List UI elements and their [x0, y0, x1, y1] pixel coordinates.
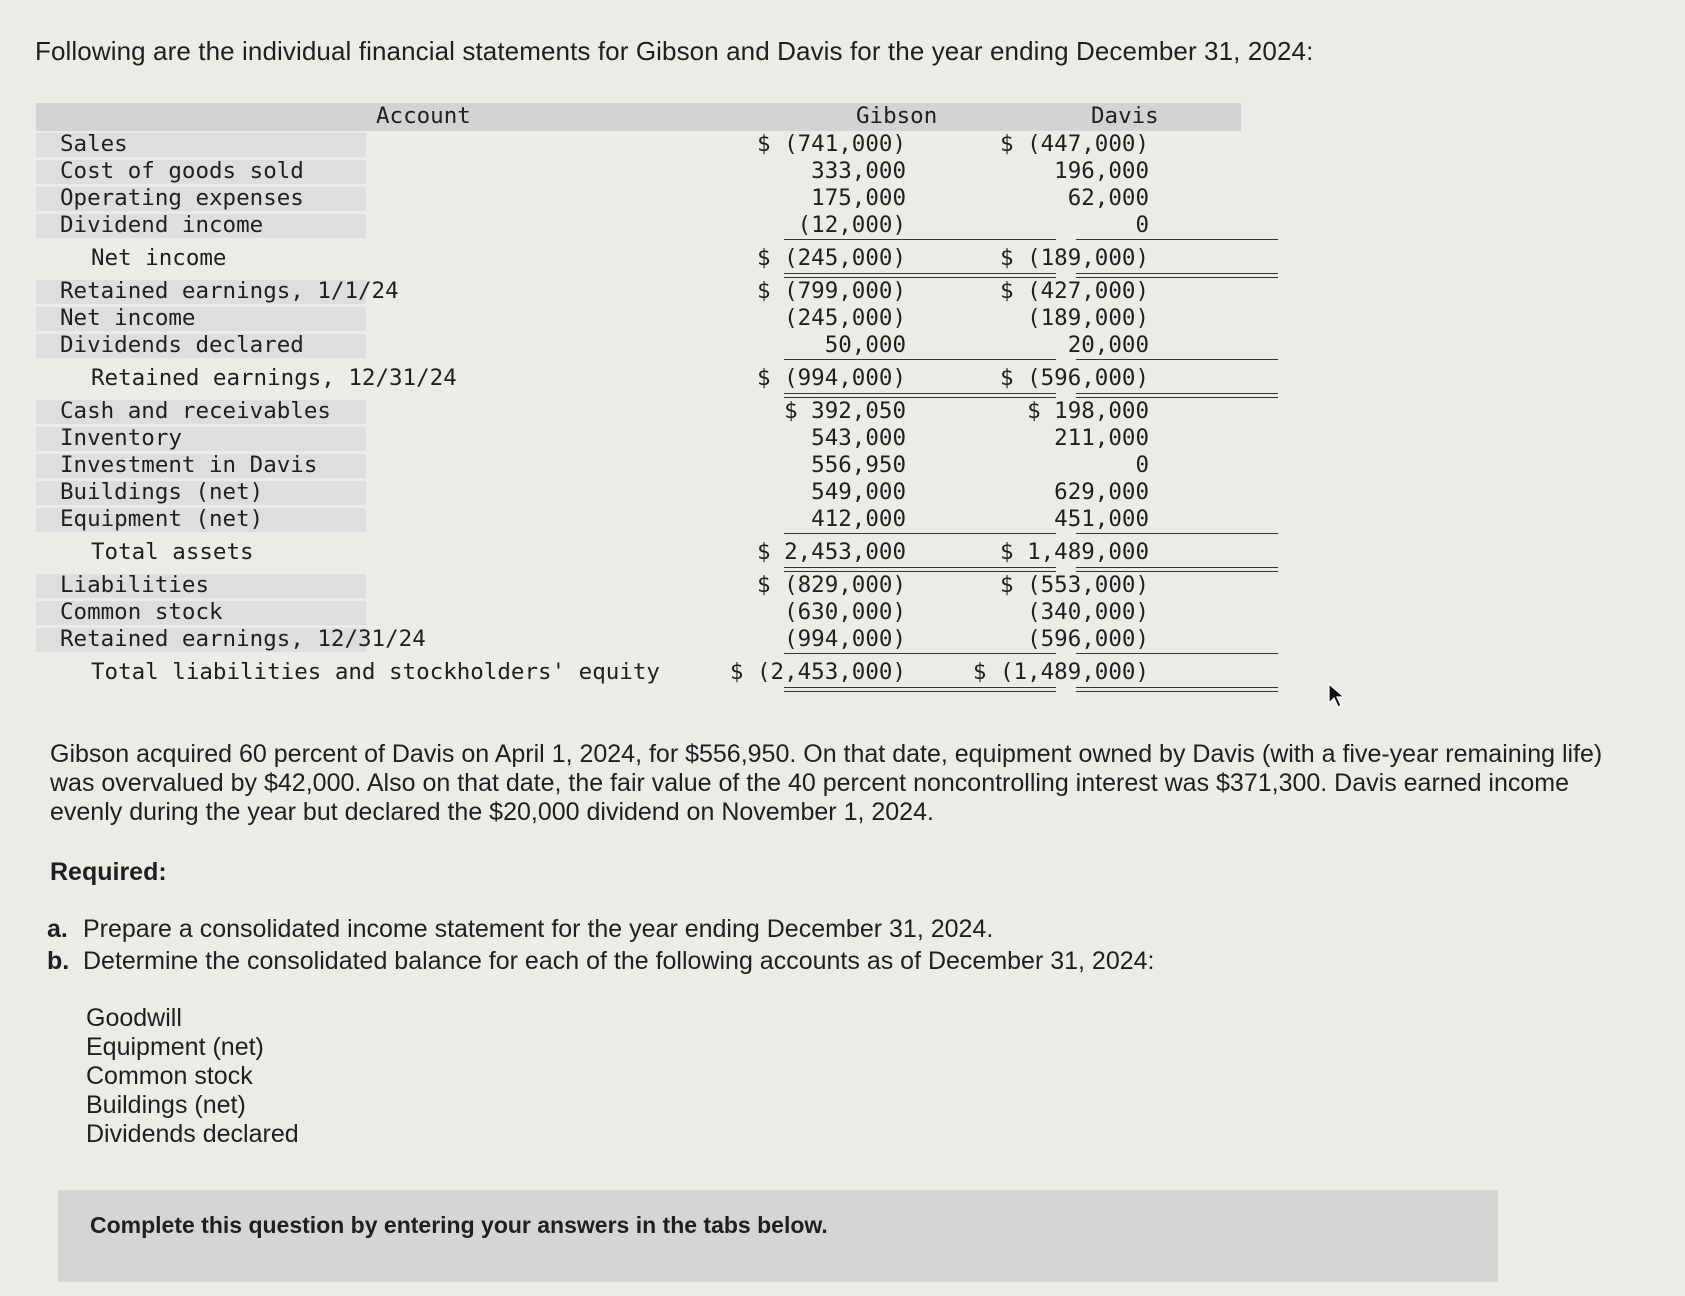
davis-value: 62,000 — [1067, 185, 1149, 211]
subtotal-rule — [1076, 239, 1278, 240]
table-row — [36, 506, 1241, 533]
table-row — [36, 626, 1241, 653]
required-title: Required: — [50, 858, 167, 886]
table-row — [36, 245, 1241, 272]
davis-value: $ 1,489,000 — [999, 539, 1149, 565]
account-name: Cash and receivables — [60, 398, 331, 424]
account-name: Retained earnings, 12/31/24 — [91, 365, 457, 391]
header-gibson: Gibson — [856, 103, 938, 129]
required-item-b — [47, 945, 1154, 977]
account-name: Net income — [91, 245, 227, 271]
gibson-value: (994,000) — [784, 626, 906, 652]
davis-value: $ (596,000) — [999, 365, 1149, 391]
gibson-value: $ (829,000) — [756, 572, 906, 598]
mouse-pointer-icon — [1327, 683, 1347, 709]
table-row — [36, 365, 1241, 392]
subtotal-rule — [1076, 533, 1278, 534]
gibson-value: 543,000 — [811, 425, 906, 451]
account-name: Common stock — [60, 599, 223, 625]
subtotal-rule — [784, 533, 1056, 534]
account-name: Cost of goods sold — [60, 158, 304, 184]
double-underline — [1076, 687, 1278, 692]
davis-value: $ (1,489,000) — [972, 659, 1149, 685]
accounts-list — [86, 1004, 299, 1149]
table-row — [36, 305, 1241, 332]
table-row — [36, 425, 1241, 452]
table-row — [36, 572, 1241, 599]
instruction-text: Complete this question by entering your answers in the tabs below. — [90, 1212, 828, 1238]
davis-value: $ 198,000 — [1027, 398, 1149, 424]
table-row — [36, 452, 1241, 479]
header-davis: Davis — [1091, 103, 1159, 129]
account-name: Net income — [60, 305, 196, 331]
davis-value: (189,000) — [1027, 305, 1149, 331]
account-equipment: Equipment (net) — [86, 1033, 264, 1061]
intro-text: Following are the individual financial statements for Gibson and Davis for the year ending December 31, 2024: — [35, 36, 1314, 66]
instruction-banner — [58, 1190, 1498, 1282]
davis-value: $ (427,000) — [999, 278, 1149, 304]
gibson-value: 50,000 — [824, 332, 906, 358]
gibson-value: 175,000 — [811, 185, 906, 211]
account-name: Total liabilities and stockholders' equity — [91, 659, 660, 685]
subtotal-rule — [784, 239, 1056, 240]
required-items — [47, 913, 1154, 977]
account-buildings: Buildings (net) — [86, 1091, 246, 1119]
account-name: Inventory — [60, 425, 182, 451]
required-item-label: b. — [47, 947, 70, 975]
davis-value: $ (553,000) — [999, 572, 1149, 598]
davis-value: 196,000 — [1054, 158, 1149, 184]
table-row — [36, 479, 1241, 506]
table-row — [36, 212, 1241, 239]
account-name: Dividends declared — [60, 332, 304, 358]
gibson-value: $ 392,050 — [784, 398, 906, 424]
gibson-value: 333,000 — [811, 158, 906, 184]
required-item-text: Determine the consolidated balance for each of the following accounts as of December 31, 2024: — [83, 947, 1155, 975]
table-row — [36, 332, 1241, 359]
davis-value: (340,000) — [1027, 599, 1149, 625]
davis-value: 451,000 — [1054, 506, 1149, 532]
account-dividends: Dividends declared — [86, 1120, 299, 1148]
davis-value: 211,000 — [1054, 425, 1149, 451]
subtotal-rule — [784, 653, 1056, 654]
gibson-value: $ (245,000) — [756, 245, 906, 271]
gibson-value: $ (2,453,000) — [729, 659, 906, 685]
gibson-value: 556,950 — [811, 452, 906, 478]
table-row — [36, 185, 1241, 212]
account-name: Retained earnings, 1/1/24 — [60, 278, 399, 304]
required-item-label: a. — [47, 915, 68, 943]
davis-value: 629,000 — [1054, 479, 1149, 505]
account-name: Total assets — [91, 539, 254, 565]
davis-value: $ (189,000) — [999, 245, 1149, 271]
account-name: Buildings (net) — [60, 479, 264, 505]
table-row — [36, 398, 1241, 425]
davis-value: 0 — [1135, 452, 1149, 478]
account-name: Equipment (net) — [60, 506, 264, 532]
account-goodwill: Goodwill — [86, 1004, 182, 1032]
required-item-text: Prepare a consolidated income statement for the year ending December 31, 2024. — [83, 915, 994, 943]
gibson-value: (630,000) — [784, 599, 906, 625]
subtotal-rule — [1076, 653, 1278, 654]
financial-statements-table — [36, 103, 1241, 686]
gibson-value: (12,000) — [797, 212, 906, 238]
gibson-value: $ (994,000) — [756, 365, 906, 391]
davis-value: 20,000 — [1067, 332, 1149, 358]
table-row — [36, 131, 1241, 158]
account-name: Sales — [60, 131, 128, 157]
account-name: Investment in Davis — [60, 452, 318, 478]
gibson-value: $ (799,000) — [756, 278, 906, 304]
table-row — [36, 158, 1241, 185]
subtotal-rule — [784, 359, 1056, 360]
double-underline — [784, 687, 1056, 692]
account-name: Retained earnings, 12/31/24 — [60, 626, 426, 652]
gibson-value: 549,000 — [811, 479, 906, 505]
table-row — [36, 659, 1241, 686]
account-name: Operating expenses — [60, 185, 304, 211]
problem-paragraph: Gibson acquired 60 percent of Davis on April 1, 2024, for $556,950. On that date, equipment owned by Davis (with a five-year remaining life) was overvalued by $42,000. Also on that date, the fair value of the 40 percent noncontrolling interest was $371,300. Davis earned income evenly during the year but declared the $20,000 dividend on November 1, 2024. — [50, 740, 1603, 826]
davis-value: (596,000) — [1027, 626, 1149, 652]
table-row — [36, 278, 1241, 305]
table-row — [36, 539, 1241, 566]
header-account: Account — [376, 103, 471, 129]
subtotal-rule — [1076, 359, 1278, 360]
table-header — [36, 103, 1241, 131]
gibson-value: $ (741,000) — [756, 131, 906, 157]
account-name: Dividend income — [60, 212, 264, 238]
davis-value: $ (447,000) — [999, 131, 1149, 157]
gibson-value: $ 2,453,000 — [756, 539, 906, 565]
account-common-stock: Common stock — [86, 1062, 253, 1090]
gibson-value: (245,000) — [784, 305, 906, 331]
davis-value: 0 — [1135, 212, 1149, 238]
gibson-value: 412,000 — [811, 506, 906, 532]
table-row — [36, 599, 1241, 626]
required-item-a — [47, 913, 1154, 945]
account-name: Liabilities — [60, 572, 210, 598]
